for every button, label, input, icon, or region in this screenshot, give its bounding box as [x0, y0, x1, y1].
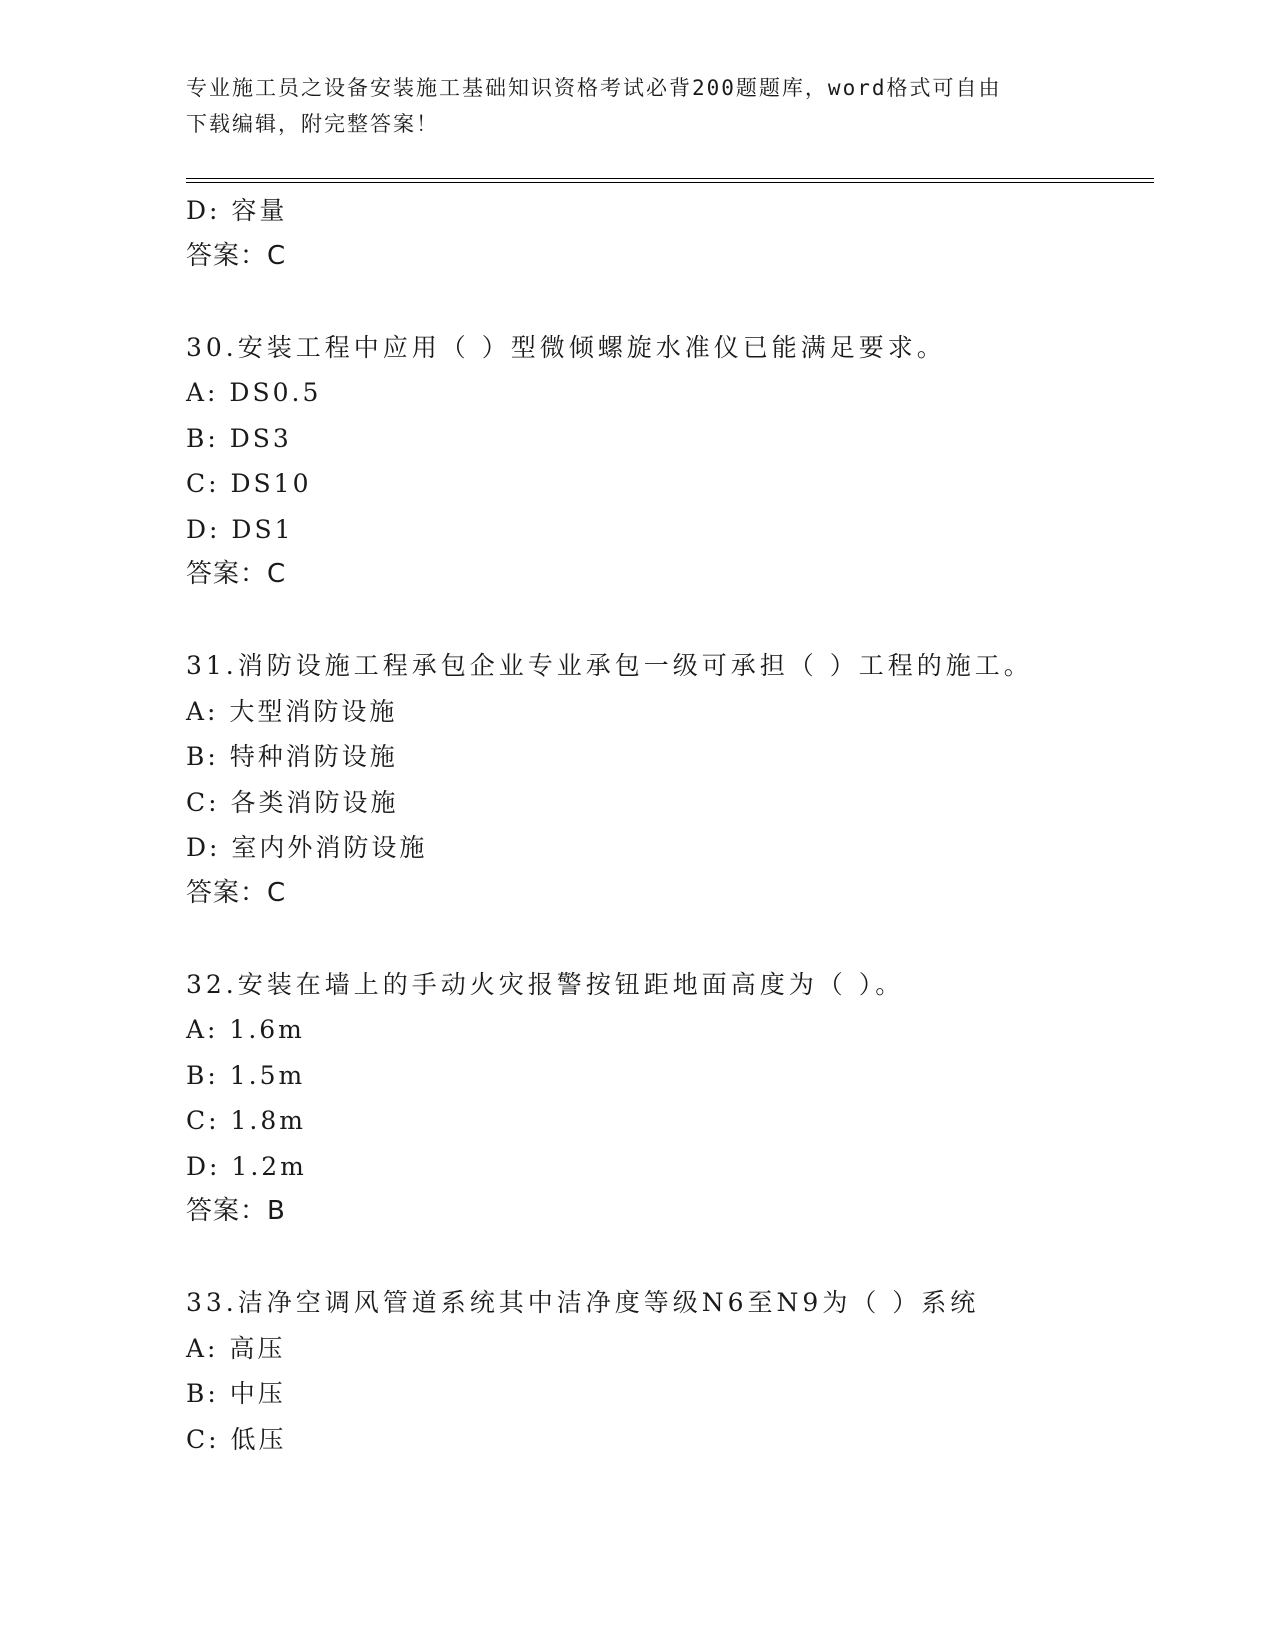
- answer-line: 答案：C: [186, 240, 287, 271]
- spacer: [186, 598, 1154, 644]
- option-d: D: DS1: [186, 514, 294, 544]
- answer-line: 答案：B: [186, 1196, 286, 1226]
- header-divider: [186, 178, 1154, 183]
- option-b: B: 中压: [186, 1379, 286, 1408]
- question-block-31: [186, 643, 1154, 916]
- header-title-line-2: 下载编辑，附完整答案！: [186, 112, 439, 136]
- answer-line: 答案：C: [186, 559, 287, 589]
- option-a: A: 高压: [186, 1333, 286, 1363]
- option-c: C: 低压: [186, 1424, 287, 1454]
- spacer: [186, 916, 1154, 962]
- question-block-32: [186, 962, 1154, 1235]
- option-b: B: 1.5m: [186, 1060, 306, 1090]
- question-list: [186, 188, 1154, 1462]
- option-a: A: 大型消防设施: [186, 696, 398, 726]
- option-b: B: 特种消防设施: [186, 742, 398, 771]
- question-block-30: [186, 325, 1154, 598]
- option-d: D: 室内外消防设施: [186, 833, 428, 862]
- answer-line: 答案：C: [186, 877, 287, 908]
- option-a: A: 1.6m: [186, 1015, 305, 1044]
- option-d: D: 容量: [186, 196, 288, 225]
- option-a: A: DS0.5: [186, 378, 322, 407]
- option-b: B: DS3: [186, 423, 292, 453]
- question-stem: 30.安装工程中应用（ ）型微倾螺旋水准仪已能满足要求。: [186, 332, 946, 362]
- question-stem: 32.安装在墙上的手动火灾报警按钮距地面高度为（ ）。: [186, 969, 905, 999]
- option-d: D: 1.2m: [186, 1151, 307, 1181]
- spacer: [186, 1235, 1154, 1281]
- option-c: C: DS10: [186, 469, 312, 498]
- spacer: [186, 279, 1154, 325]
- option-c: C: 各类消防设施: [186, 787, 399, 817]
- question-stem: 31.消防设施工程承包企业专业承包一级可承担（ ）工程的施工。: [186, 651, 1033, 680]
- document-header: [186, 70, 1086, 142]
- question-stem: 33.洁净空调风管道系统其中洁净度等级N6至N9为（ ）系统: [186, 1288, 980, 1317]
- option-c: C: 1.8m: [186, 1106, 306, 1135]
- header-title-line-1: 专业施工员之设备安装施工基础知识资格考试必背200题题库，word格式可自由: [186, 76, 1002, 100]
- question-block-33: [186, 1280, 1154, 1462]
